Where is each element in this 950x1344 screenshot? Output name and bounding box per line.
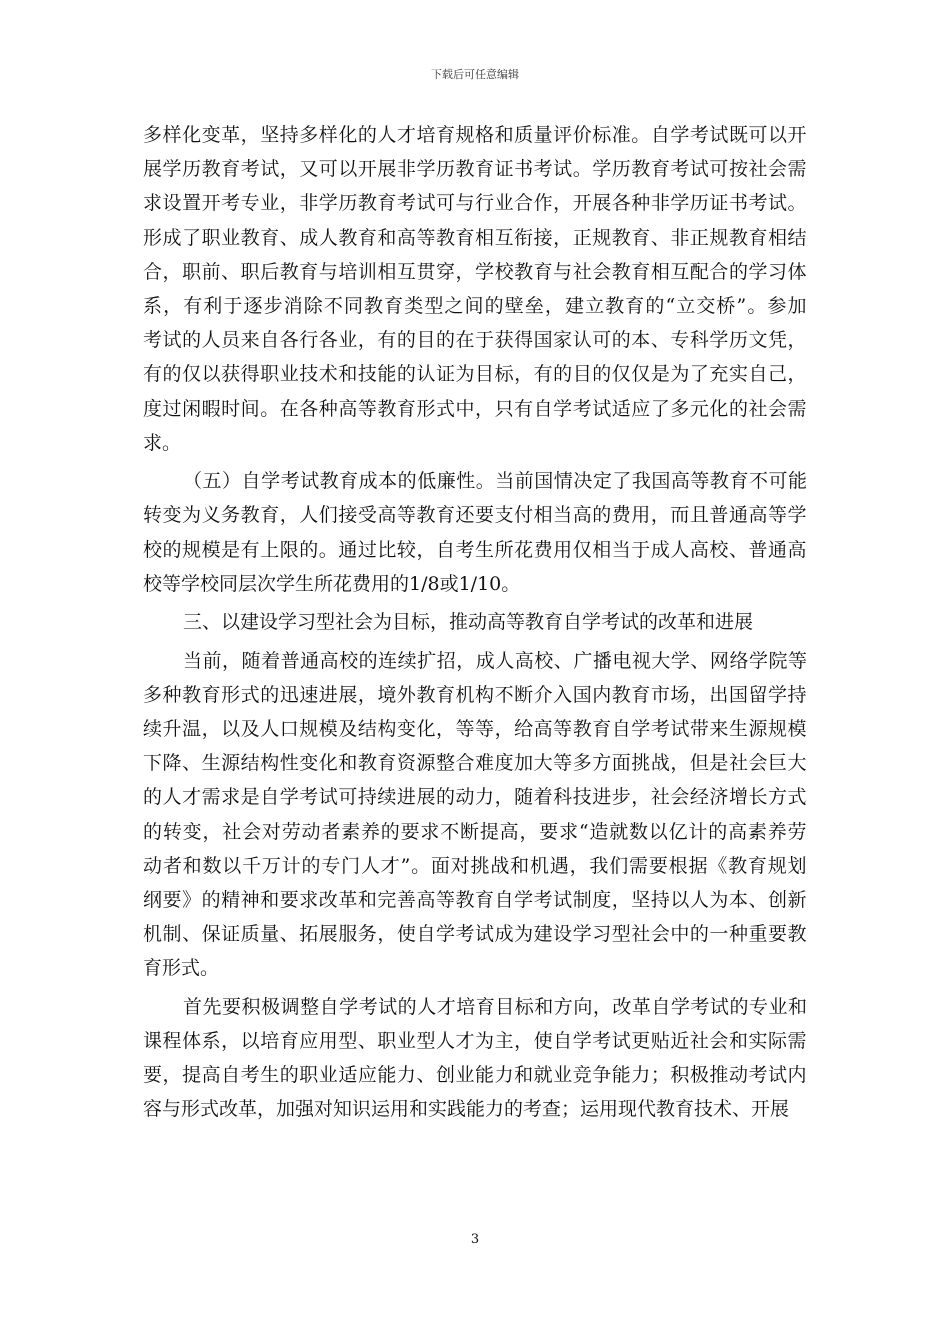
text-line: 机 制 、 保 证 质 量 、 拓 展 服 务 ， 使 自 学 考 试 成 为 建 设 学 习 型 社 会 中 的 一 种 重 要 教 xyxy=(143,923,807,946)
text-line: 的 转 变 ， 社 会 对 劳 动 者 素 养 的 要 求 不 断 提 高 ， 要 求 “ 造 就 数 以 亿 计 的 高 素 养 劳 xyxy=(143,820,807,843)
paragraph xyxy=(143,990,807,1127)
page-header: 下载后可任意编辑 xyxy=(431,68,519,81)
text-line: （ 五 ） 自 学 考 试 教 育 成 本 的 低 廉 性 。 当 前 国 情 决 定 了 我 国 高 等 教 育 不 可 能 xyxy=(183,470,807,493)
text-line: 转 变 为 义 务 教 育 ， 人 们 接 受 高 等 教 育 还 要 支 付 相 当 高 的 费 用 ， 而 且 普 通 高 等 学 xyxy=(143,504,807,527)
paragraph xyxy=(143,605,807,639)
text-line: 合 ， 职 前 、 职 后 教 育 与 培 训 相 互 贯 穿 ， 学 校 教 育 与 社 会 教 育 相 互 配 合 的 学 习 体 xyxy=(143,260,807,283)
text-line: 展 学 历 教 育 考 试 ， 又 可 以 开 展 非 学 历 教 育 证 书 考 试 。 学 历 教 育 考 试 可 按 社 会 需 xyxy=(143,158,807,181)
text-line: 要 ， 提 高 自 考 生 的 职 业 适 应 能 力 、 创 业 能 力 和 就 业 竞 争 能 力 ； 积 极 推 动 考 试 内 xyxy=(143,1064,807,1087)
text-line: 校 的 规 模 是 有 上 限 的 。 通 过 比 较 ， 自 考 生 所 花 费 用 仅 相 当 于 成 人 高 校 、 普 通 高 xyxy=(143,538,807,561)
paragraph xyxy=(143,464,807,601)
text-line: 容与形式改革，加强对知识运用和实践能力的考查；运用现代教育技术、开展 xyxy=(143,1098,790,1121)
text-line: 形 成 了 职 业 教 育 、 成 人 教 育 和 高 等 教 育 相 互 衔 接 ， 正 规 教 育 、 非 正 规 教 育 相 结 xyxy=(143,226,807,249)
text-line: 当 前 ， 随 着 普 通 高 校 的 连 续 扩 招 ， 成 人 高 校 、 广 播 电 视 大 学 、 网 络 学 院 等 xyxy=(183,649,807,672)
text-line: 多 种 教 育 形 式 的 迅 速 进 展 ， 境 外 教 育 机 构 不 断 介 入 国 内 教 育 市 场 ， 出 国 留 学 持 xyxy=(143,683,807,706)
text-line: 求。 xyxy=(143,431,182,454)
text-line: 首 先 要 积 极 调 整 自 学 考 试 的 人 才 培 育 目 标 和 方 向 ， 改 革 自 学 考 试 的 专 业 和 xyxy=(183,995,807,1018)
text-line: 求 设 置 开 考 专 业 ， 非 学 历 教 育 考 试 可 与 行 业 合 作 ， 开 展 各 种 非 学 历 证 书 考 试 。 xyxy=(143,192,807,215)
text-line: 多 样 化 变 革 ， 坚 持 多 样 化 的 人 才 培 育 规 格 和 质 量 评 价 标 准 。 自 学 考 试 既 可 以 开 xyxy=(143,124,807,146)
paragraph xyxy=(143,118,807,460)
document-body xyxy=(143,118,807,1127)
text-line: 的 人 才 需 求 是 自 学 考 试 可 持 续 进 展 的 动 力 ， 随 着 科 技 进 步 ， 社 会 经 济 增 长 方 式 xyxy=(143,786,807,809)
text-line: 续 升 温 ， 以 及 人 口 规 模 及 结 构 变 化 ， 等 等 ， 给 高 等 教 育 自 学 考 试 带 来 生 源 规 模 xyxy=(143,718,807,741)
text-line: 度 过 闲 暇 时 间 。 在 各 种 高 等 教 育 形 式 中 ， 只 有 自 学 考 试 适 应 了 多 元 化 的 社 会 需 xyxy=(143,397,807,420)
text-line: 考 试 的 人 员 来 自 各 行 各 业 ， 有 的 目 的 在 于 获 得 国 家 认 可 的 本 、 专 科 学 历 文 凭 ， xyxy=(143,329,807,352)
text-line: 动 者 和 数 以 千 万 计 的 专 门 人 才 ” 。 面 对 挑 战 和 机 遇 ， 我 们 需 要 根 据 《 教 育 规 划 xyxy=(143,854,807,877)
text-line: 三、以建设学习型社会为目标，推动高等教育自学考试的改革和进展 xyxy=(183,611,754,634)
page-number: 3 xyxy=(470,1232,480,1247)
text-line: 校等学校同层次学生所花费用的1/8或1/10。 xyxy=(143,572,521,595)
text-line: 系 ， 有 利 于 逐 步 消 除 不 同 教 育 类 型 之 间 的 壁 垒 ， 建 立 教 育 的 “ 立 交 桥 ” 。 参 加 xyxy=(143,294,807,317)
text-line: 纲 要 》 的 精 神 和 要 求 改 革 和 完 善 高 等 教 育 自 学 考 试 制 度 ， 坚 持 以 人 为 本 、 创 新 xyxy=(143,889,807,912)
text-line: 有 的 仅 以 获 得 职 业 技 术 和 技 能 的 认 证 为 目 标 ， 有 的 目 的 仅 仅 是 为 了 充 实 自 己 ， xyxy=(143,363,807,386)
text-line: 课 程 体 系 ， 以 培 育 应 用 型 、 职 业 型 人 才 为 主 ， 使 自 学 考 试 更 贴 近 社 会 和 实 际 需 xyxy=(143,1030,807,1053)
paragraph xyxy=(143,644,807,986)
text-line: 下 降 、 生 源 结 构 性 变 化 和 教 育 资 源 整 合 难 度 加 大 等 多 方 面 挑 战 ， 但 是 社 会 巨 大 xyxy=(143,752,807,775)
text-line: 育形式。 xyxy=(143,957,220,980)
